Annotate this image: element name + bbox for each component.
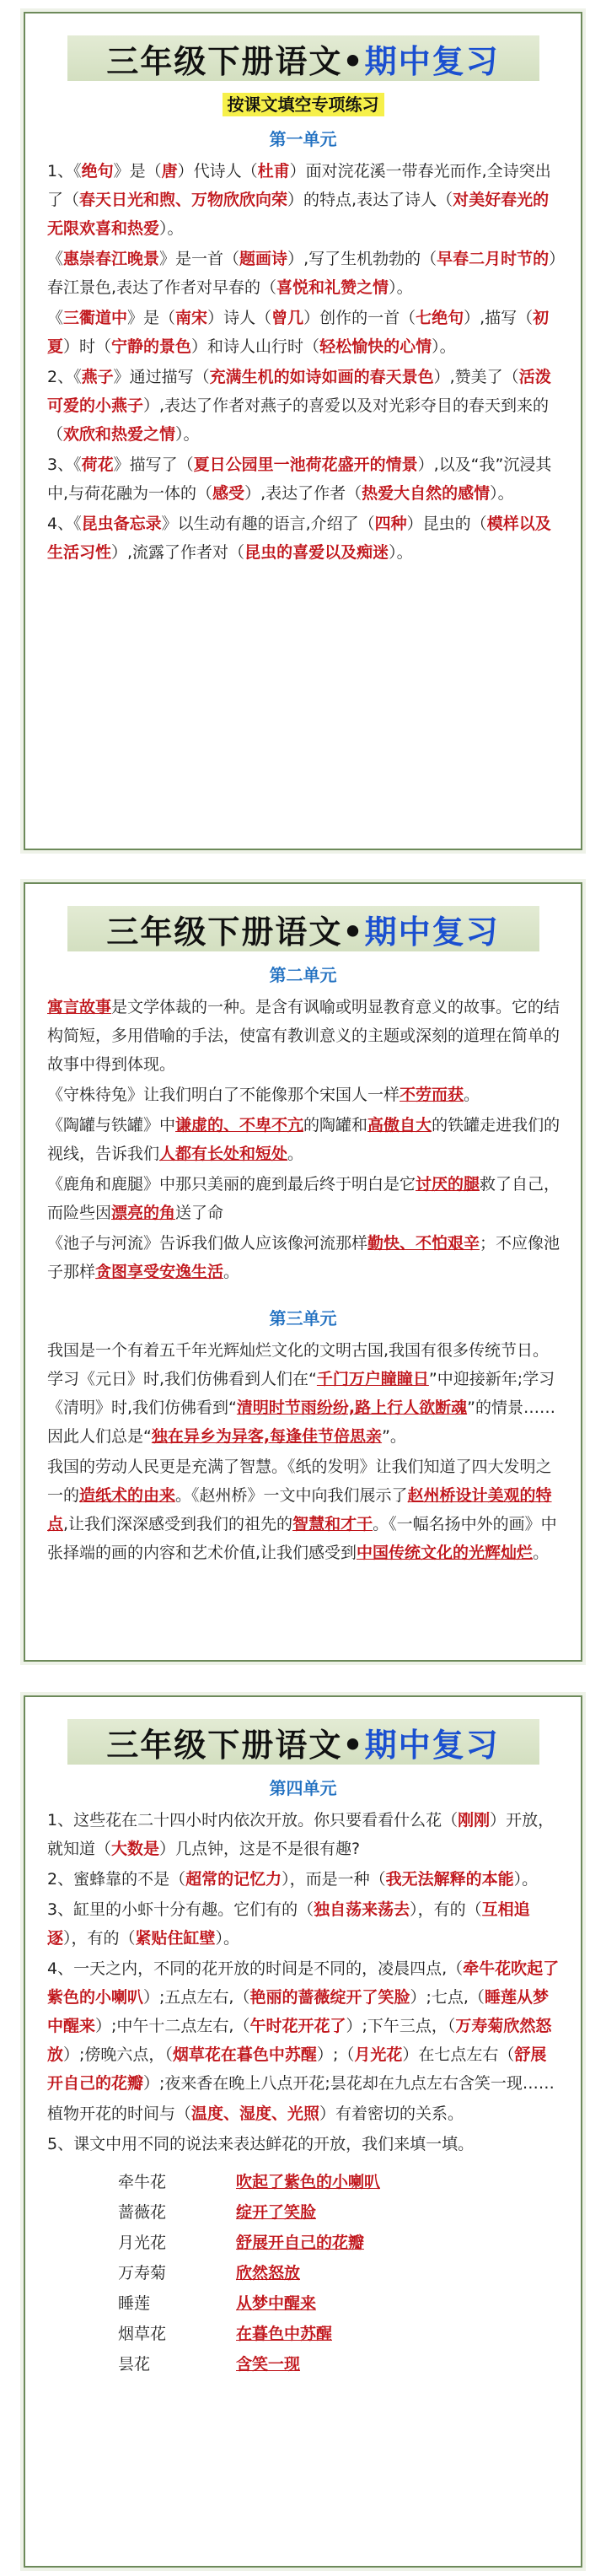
plain-text: 3、缸里的小虾十分有趣。它们有的（ (47, 1900, 314, 1919)
title-part-1: 三年级下册语文• (106, 1726, 365, 1764)
plain-text: ）,以及“我”沉浸其中,与荷花融为一体的（ (47, 455, 552, 503)
plain-text: 》是一首（ (159, 250, 240, 268)
plain-text: 救了自己，而险些因 (47, 1175, 560, 1222)
answer-text: 我无法解释的本能 (385, 1870, 514, 1889)
unit-body (25, 1806, 581, 2158)
plain-text: ）;（ (316, 2045, 355, 2064)
plain-text: 的铁罐走进我们的视线，告诉我们 (47, 1116, 560, 1163)
flower-answer: 欣然怒放 (236, 2264, 301, 2282)
answer-text: 独在异乡为异客,每逢佳节倍思亲 (151, 1427, 383, 1446)
paragraph (47, 1336, 562, 1451)
plain-text: 《 (47, 309, 64, 327)
page-title (67, 1719, 539, 1765)
answer-text: 昆虫的喜爱以及痴迷 (244, 543, 389, 562)
answer-text: 贪图享受安逸生活 (95, 1263, 224, 1281)
page-title (67, 35, 539, 81)
plain-text: ）。 (215, 1929, 240, 1948)
answer-text: 睡莲从梦中醒来 (47, 1988, 549, 2035)
plain-text: 。 (223, 1263, 240, 1281)
answer-text: 超常的记忆力 (185, 1870, 282, 1889)
answer-text: 荷花 (81, 455, 114, 474)
answer-text: 艳丽的蔷薇绽开了笑脸 (249, 1988, 410, 2007)
answer-text: 活泼可爱的小燕子 (47, 368, 551, 415)
paragraph (47, 1081, 562, 1109)
plain-text: ）。 (432, 337, 456, 356)
flower-answer: 从梦中醒来 (236, 2294, 317, 2313)
answer-text: 感受 (212, 484, 245, 503)
plain-text: 。 (287, 1145, 304, 1163)
plain-text: 4、一天之内，不同的花开放的时间是不同的，凌晨四点,（ (47, 1959, 464, 1978)
flower-name: 昙花 (118, 2355, 151, 2374)
list-item (118, 2228, 581, 2258)
unit-body (25, 1336, 581, 1567)
plain-text: ”的情景……因此人们总是“ (47, 1398, 555, 1446)
plain-text: ）春江景色,表达了作者对早春的（ (47, 250, 557, 297)
plain-text: ）的特点,表达了诗人（ (287, 191, 453, 209)
card-unit-4 (24, 1695, 582, 2568)
plain-text: 《鹿角和鹿腿》中那只美丽的鹿到最后终于明白是它 (47, 1175, 416, 1194)
flower-name: 万寿菊 (118, 2264, 167, 2282)
answer-text: 惠崇春江晚景 (63, 250, 160, 268)
plain-text: ）,表达了作者（ (244, 484, 362, 503)
plain-text: ；不应像池子那样 (47, 1234, 560, 1281)
plain-text: 我国是一个有着五千年光辉灿烂文化的文明古国,我国有很多传统节日。学习《元日》时,我们仿佛看到人们在“ (47, 1341, 550, 1388)
plain-text: ）和诗人山行时（ (191, 337, 320, 356)
plain-text: 2、《 (47, 368, 82, 386)
list-item (118, 2319, 581, 2349)
answer-text: 中国传统文化的光辉灿烂 (357, 1544, 534, 1562)
plain-text: 。 (464, 1086, 480, 1104)
plain-text: ）诗人（ (207, 309, 272, 327)
answer-text: 春天日光和煦、万物欣欣向荣 (79, 191, 288, 209)
answer-text: 谦虚的、不卑不亢 (175, 1116, 304, 1134)
flower-name: 牵牛花 (118, 2173, 167, 2191)
list-item (118, 2258, 581, 2288)
answer-text: 燕子 (81, 368, 114, 386)
paragraph (47, 1170, 562, 1227)
plain-text: 《池子与河流》告诉我们做人应该像河流那样 (47, 1234, 368, 1253)
flower-name: 月光花 (118, 2234, 167, 2252)
answer-text: 舒展开自己的花瓣 (47, 2045, 547, 2093)
plain-text: ）。 (513, 1870, 539, 1889)
card-unit-1 (24, 12, 582, 850)
title-part-2: 期中复习 (364, 42, 500, 80)
answer-text: 刚刚 (458, 1811, 491, 1830)
answer-text: 绝句 (81, 162, 114, 181)
answer-text: 对美好春光的无限欢喜和热爱 (47, 191, 550, 238)
answer-text: 赵州桥设计美观的特点 (47, 1486, 552, 1533)
plain-text: ）面对浣花溪一带春光而作,全诗突出了（ (47, 162, 551, 209)
answer-text: 宁静的景色 (111, 337, 192, 356)
unit-body (25, 993, 581, 1286)
plain-text: ）;中午十二点左右,（ (95, 2017, 250, 2035)
plain-text: ），有的（ (410, 1900, 482, 1919)
paragraph (47, 245, 562, 302)
plain-text: ）代诗人（ (177, 162, 258, 181)
list-item (118, 2197, 581, 2228)
answer-text: 勤快、不怕艰辛 (367, 1234, 480, 1253)
paragraph (47, 363, 562, 449)
plain-text: ）。 (159, 219, 184, 238)
title-part-2: 期中复习 (364, 913, 500, 951)
plain-text: 》通过描写（ (113, 368, 210, 386)
list-item (118, 2167, 581, 2197)
plain-text: ）。 (490, 484, 514, 503)
plain-text: 送了命 (175, 1204, 224, 1222)
unit-title: 第二单元 (269, 965, 337, 985)
plain-text: ,让我们深深感受到我们的祖先的 (63, 1515, 293, 1533)
unit-body (25, 157, 581, 567)
paragraph (47, 1452, 562, 1567)
answer-text: 模样以及生活习性 (47, 515, 551, 562)
paragraph: 5、课文中用不同的说法来表达鲜花的开放，我们来填一填。 (47, 2135, 475, 2153)
title-part-2: 期中复习 (364, 1726, 500, 1764)
plain-text: 《 (47, 250, 64, 268)
flower-answer: 在暮色中苏醒 (236, 2325, 333, 2343)
plain-text: 》以生动有趣的语言,介绍了（ (161, 515, 375, 533)
answer-text: 寓言故事 (47, 998, 112, 1016)
plain-text: ）,写了生机勃勃的（ (287, 250, 437, 268)
paragraph (47, 1111, 562, 1168)
flower-answer-list (118, 2167, 581, 2379)
answer-text: 初夏 (47, 309, 550, 356)
flower-answer: 吹起了紫色的小喇叭 (236, 2173, 381, 2191)
plain-text: 植物开花的时间与（ (47, 2104, 192, 2123)
plain-text: 《守株待兔》让我们明白了不能像那个宋国人一样 (47, 1086, 400, 1104)
plain-text: 4、《 (47, 515, 82, 533)
answer-text: 大数是 (111, 1840, 160, 1858)
list-item (118, 2288, 581, 2319)
plain-text: ）时（ (63, 337, 112, 356)
card-unit-2-3 (24, 882, 582, 1662)
plain-text: ）开放，就知道（ (47, 1811, 555, 1858)
plain-text: 1、《 (47, 162, 82, 181)
plain-text: 》是（ (127, 309, 176, 327)
plain-text: ）。 (389, 278, 413, 297)
plain-text: ）在七点左右（ (402, 2045, 515, 2064)
answer-text: 清明时节雨纷纷,路上行人欲断魂 (236, 1398, 468, 1417)
plain-text: ）。 (389, 543, 413, 562)
paragraph (47, 1229, 562, 1286)
list-item (118, 2349, 581, 2379)
plain-text: 》描写了（ (113, 455, 194, 474)
paragraph (47, 157, 562, 243)
answer-text: 早春二月时节的 (437, 250, 550, 268)
answer-text: 四种 (374, 515, 407, 533)
plain-text: ）,流露了作者对（ (111, 543, 245, 562)
paragraph (47, 1806, 562, 1863)
flower-name: 烟草花 (118, 2325, 167, 2343)
answer-text: 牵牛花吹起了紫色的小喇叭 (47, 1959, 560, 2007)
plain-text: 》是（ (113, 162, 162, 181)
answer-text: 题画诗 (239, 250, 288, 268)
paragraph (47, 1865, 562, 1894)
answer-text: 夏日公园里一池荷花盛开的情景 (193, 455, 418, 474)
answer-text: 烟草花在暮色中苏醒 (172, 2045, 317, 2064)
unit-title: 第一单元 (269, 129, 337, 149)
page-title (67, 906, 539, 951)
answer-text: 午时花开花了 (249, 2017, 346, 2035)
answer-text: 欢欣和热爱之情 (63, 425, 176, 444)
plain-text: ）;夜来香在晚上八点开花;昙花却在九点左右含笑一现…… (143, 2074, 555, 2093)
paragraph (47, 1954, 562, 2098)
plain-text: ）,描写（ (464, 309, 534, 327)
plain-text: ）,赞美了（ (433, 368, 519, 386)
answer-text: 智慧和才干 (292, 1515, 373, 1533)
paragraph (47, 993, 562, 1079)
paragraph (47, 509, 562, 567)
answer-text: 曾几 (271, 309, 304, 327)
answer-text: 不劳而获 (400, 1086, 464, 1104)
flower-name: 蔷薇花 (118, 2203, 167, 2222)
plain-text: ）;七点,（ (410, 1988, 485, 2007)
answer-text: 充满生机的如诗如画的春天景色 (209, 368, 434, 386)
answer-text: 独自荡来荡去 (314, 1900, 410, 1919)
answer-text: 三衢道中 (63, 309, 128, 327)
answer-text: 热爱大自然的感情 (362, 484, 491, 503)
title-part-1: 三年级下册语文• (106, 42, 365, 80)
flower-name: 睡莲 (118, 2294, 151, 2313)
answer-text: 万寿菊欣然怒放 (47, 2017, 552, 2064)
answer-text: 人都有长处和短处 (159, 1145, 288, 1163)
answer-text: 南宋 (175, 309, 208, 327)
answer-text: 月光花 (354, 2045, 403, 2064)
plain-text: 是文学体裁的一种。是含有讽喻或明显教育意义的故事。它的结构简短，多用借喻的手法，使富有教训意义的主题或深刻的道理在简单的故事中得到体现。 (47, 998, 560, 1074)
answer-text: 讨厌的腿 (416, 1175, 480, 1194)
answer-text: 温度、湿度、光照 (191, 2104, 320, 2123)
plain-text: 1、这些花在二十四小时内依次开放。你只要看看什么花（ (47, 1811, 459, 1830)
subtitle: 按课文填空专项练习 (25, 91, 581, 116)
plain-text: 。《赵州桥》一文中向我们展示了 (175, 1486, 408, 1505)
plain-text: ）;傍晚六点，（ (63, 2045, 173, 2064)
unit-title: 第四单元 (269, 1778, 337, 1798)
plain-text: ）;五点左右,（ (143, 1988, 250, 2007)
plain-text: ），而是一种（ (282, 1870, 386, 1889)
plain-text: 2、蜜蜂靠的不是（ (47, 1870, 186, 1889)
plain-text: 。《一幅名扬中外的画》中张择端的画的内容和艺术价值,让我们感受到 (47, 1515, 557, 1562)
plain-text: ）;下午三点，（ (346, 2017, 456, 2035)
flower-answer: 绽开了笑脸 (236, 2203, 317, 2222)
plain-text: ）有着密切的关系。 (319, 2104, 464, 2123)
plain-text: 。 (533, 1544, 550, 1562)
plain-text: ）。 (175, 425, 200, 444)
plain-text: ）昆虫的（ (406, 515, 487, 533)
plain-text: ）,表达了作者对燕子的喜爱以及对光彩夺目的春天到来的（ (47, 396, 550, 444)
answer-text: 高傲自大 (367, 1116, 432, 1134)
plain-text: ”。 (382, 1427, 406, 1446)
paragraph (47, 1895, 562, 1953)
answer-text: 七绝句 (416, 309, 464, 327)
answer-text: 漂亮的角 (111, 1204, 176, 1222)
answer-text: 喜悦和礼赞之情 (276, 278, 389, 297)
answer-text: 杜甫 (257, 162, 290, 181)
paragraph (47, 450, 562, 508)
answer-text: 紧贴住缸壁 (135, 1929, 216, 1948)
plain-text: 我国的劳动人民更是充满了智慧。《纸的发明》让我们知道了四大发明之一的 (47, 1458, 552, 1505)
answer-text: 互相追逐 (47, 1900, 530, 1948)
answer-text: 唐 (161, 162, 178, 181)
plain-text: ）几点钟，这是不是很有趣? (159, 1840, 361, 1858)
answer-text: 昆虫备忘录 (81, 515, 162, 533)
flower-answer: 含笑一现 (236, 2355, 301, 2374)
plain-text: 的陶罐和 (303, 1116, 368, 1134)
flower-answer: 舒展开自己的花瓣 (236, 2234, 365, 2252)
title-part-1: 三年级下册语文• (106, 913, 365, 951)
plain-text: ”中迎接新年;学习《清明》时,我们仿佛看到“ (47, 1370, 555, 1417)
answer-text: 轻松愉快的心情 (319, 337, 432, 356)
plain-text: 3、《 (47, 455, 82, 474)
plain-text: 《陶罐与铁罐》中 (47, 1116, 176, 1134)
plain-text: ）创作的一首（ (303, 309, 416, 327)
paragraph (47, 2099, 562, 2128)
unit-title: 第三单元 (269, 1308, 337, 1328)
plain-text: ），有的（ (63, 1929, 136, 1948)
answer-text: 造纸术的由来 (79, 1486, 176, 1505)
paragraph (47, 304, 562, 361)
answer-text: 千门万户瞳瞳日 (316, 1370, 429, 1388)
